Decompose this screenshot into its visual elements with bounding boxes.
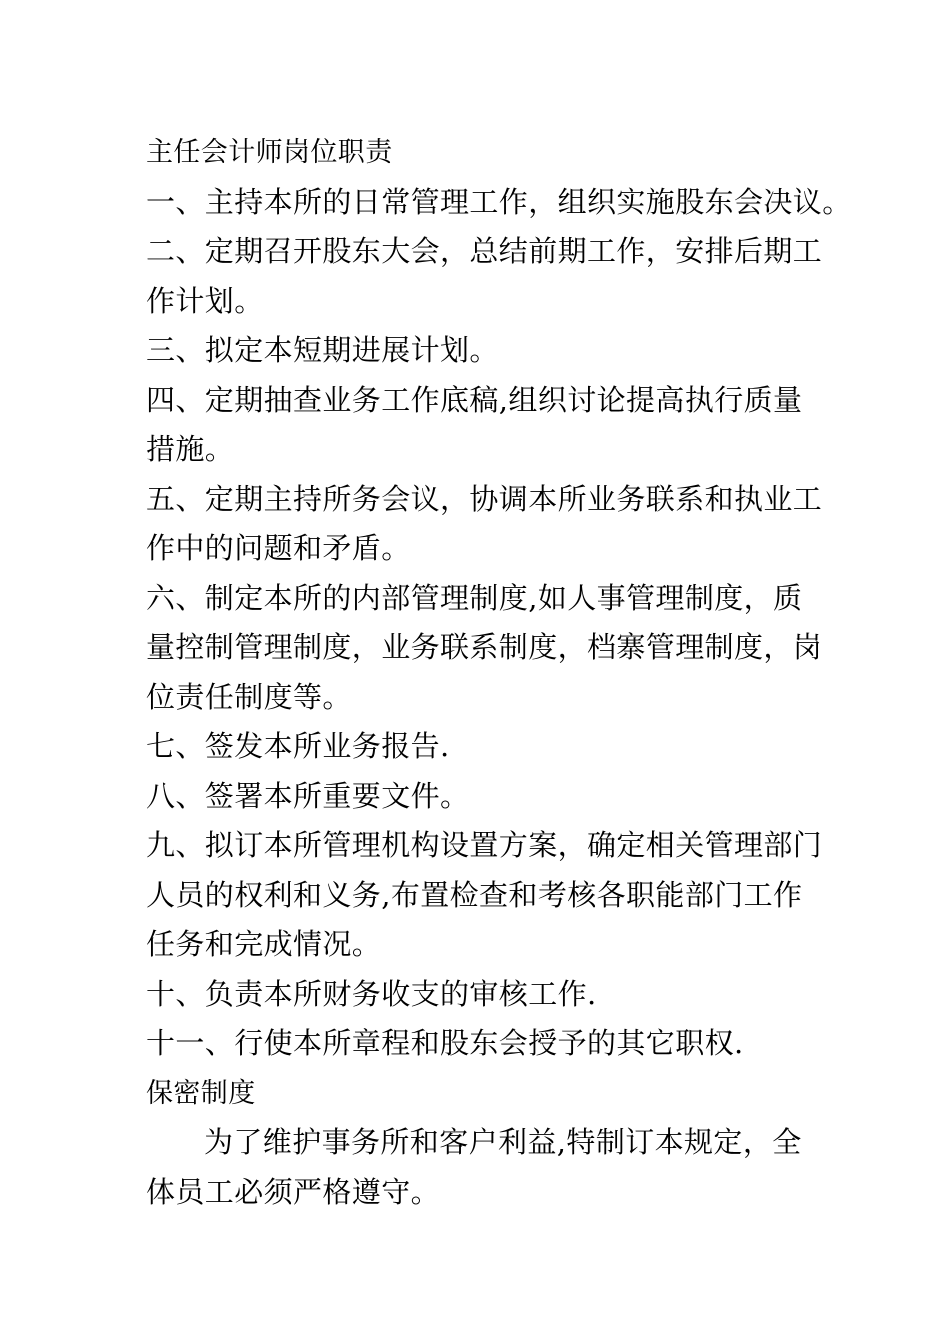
section-title: 保密制度 (146, 1077, 256, 1109)
duty-line-4-cont: 措施。 (146, 432, 235, 466)
duty-line-7: 七、签发本所业务报告. (146, 729, 450, 763)
paragraph-line-1: 为了维护事务所和客户利益,特制订本规定，全 (204, 1125, 802, 1159)
duty-line-11: 十一、行使本所章程和股东会授予的其它职权. (146, 1026, 744, 1060)
paragraph-line-2: 体员工必须严格遵守。 (146, 1174, 441, 1209)
duty-line-4: 四、定期抽查业务工作底稿,组织讨论提高执行质量 (146, 382, 803, 417)
duty-line-5: 五、定期主持所务会议，协调本所业务联系和执业工 (146, 481, 823, 516)
duty-line-5-cont: 作中的问题和矛盾。 (146, 531, 411, 565)
duty-line-6-cont-a: 量控制管理制度，业务联系制度，档寨管理制度，岗 (146, 630, 823, 664)
duty-line-2-cont: 作计划。 (146, 283, 264, 318)
document-title: 主任会计师岗位职责 (146, 137, 393, 168)
duty-line-9: 九、拟订本所管理机构设置方案，确定相关管理部门 (146, 828, 823, 862)
duty-line-2: 二、定期召开股东大会，总结前期工作，安排后期工 (146, 234, 823, 268)
duty-line-10: 十、负责本所财务收支的审核工作. (146, 976, 597, 1011)
document-page (146, 128, 852, 1217)
duty-line-9-cont-a: 人员的权利和义务,布置检查和考核各职能部门工作 (146, 877, 803, 912)
duty-line-6: 六、制定本所的内部管理制度,如人事管理制度，质 (146, 580, 803, 615)
duty-line-8: 八、签署本所重要文件。 (146, 778, 470, 813)
duty-line-1: 一、主持本所的日常管理工作，组织实施股东会决议。 (146, 184, 852, 219)
duty-line-6-cont-b: 位责任制度等。 (146, 679, 352, 714)
duty-line-9-cont-b: 任务和完成情况。 (146, 927, 382, 961)
duty-line-3: 三、拟定本短期进展计划。 (146, 333, 499, 367)
